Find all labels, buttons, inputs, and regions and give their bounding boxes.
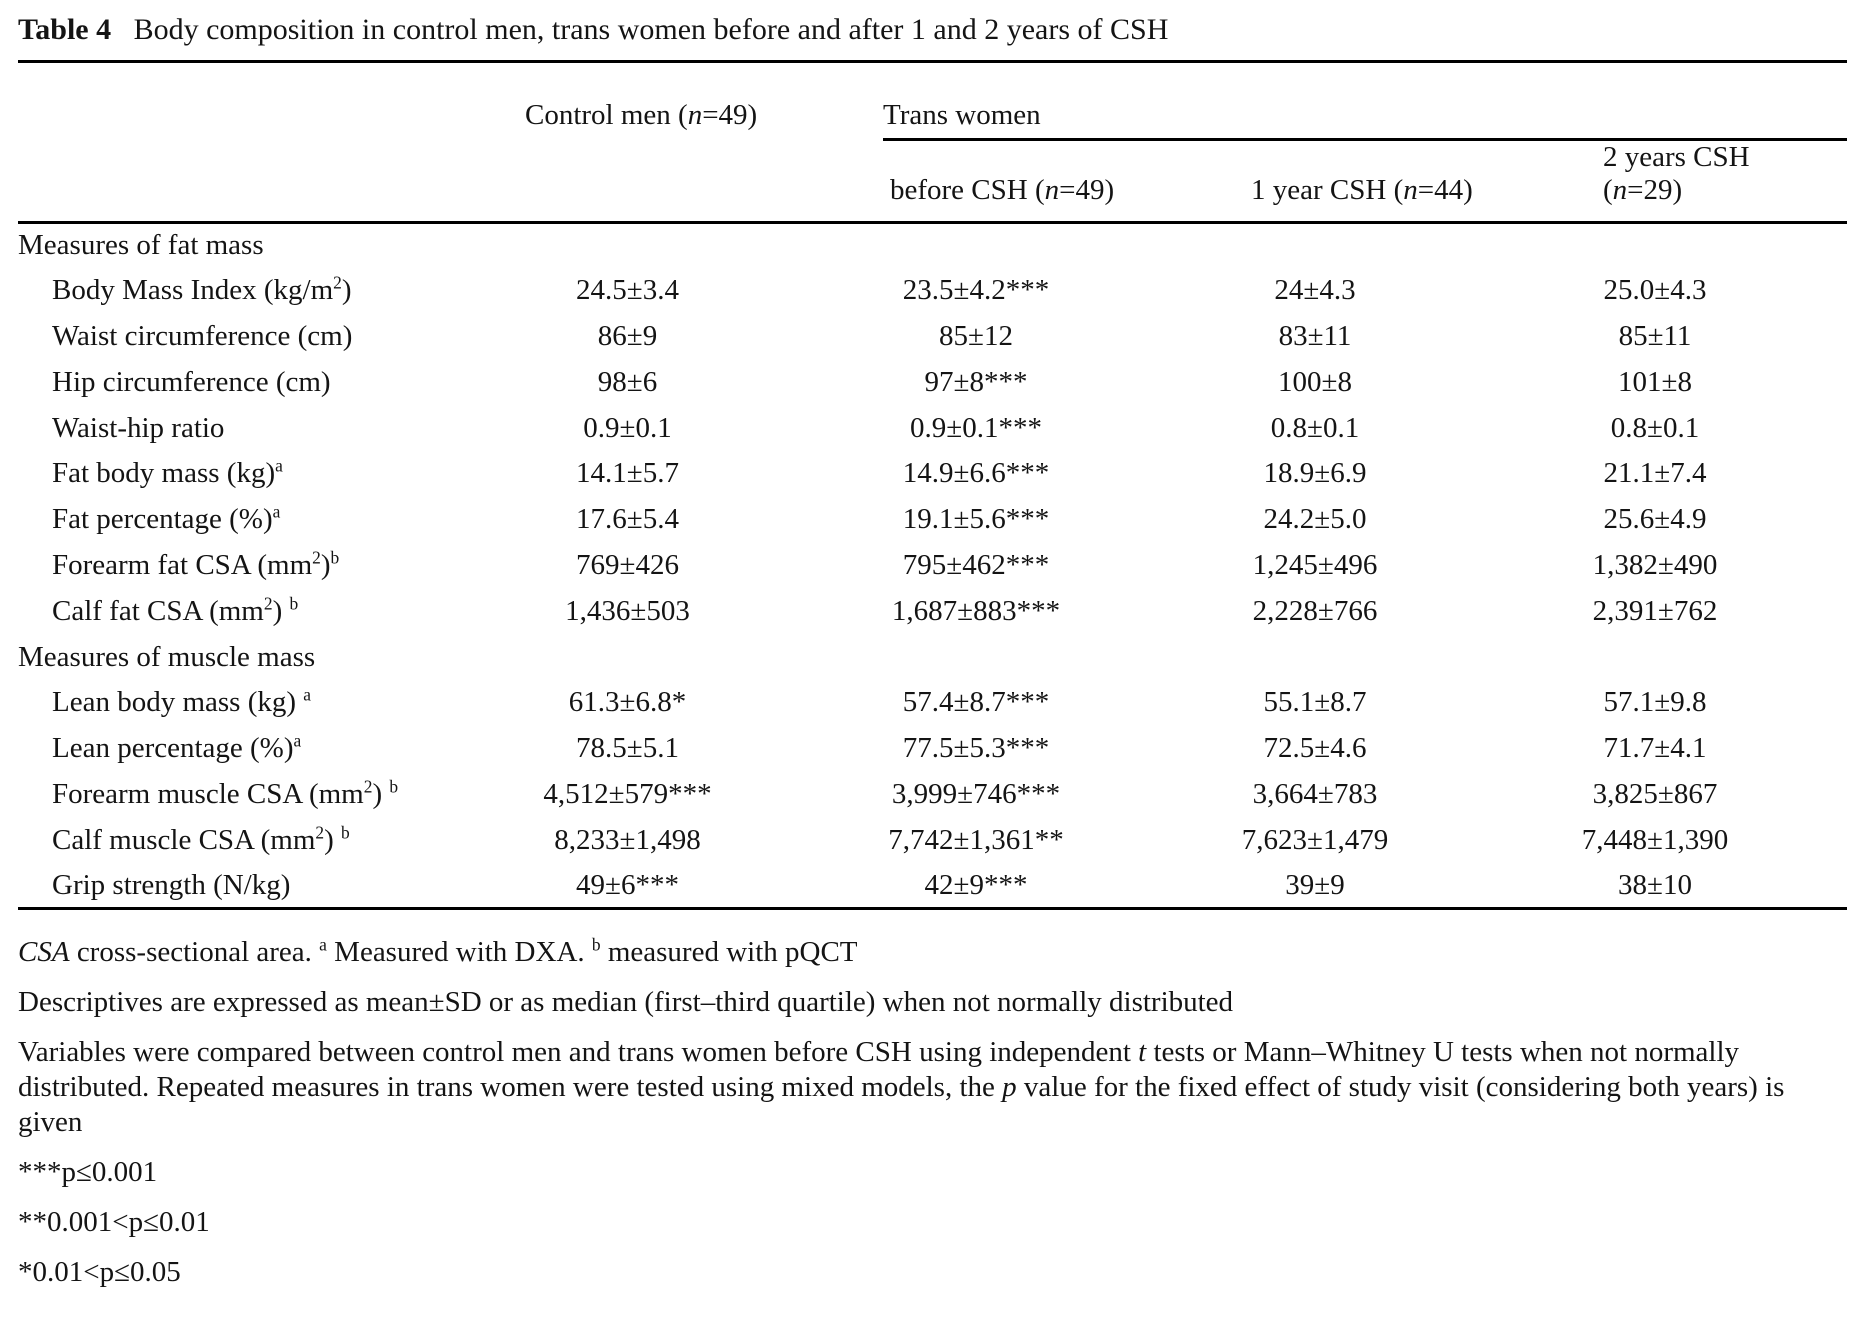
filler-cell	[1820, 817, 1847, 863]
filler-cell	[1820, 314, 1847, 360]
value-cell: 0.9±0.1***	[910, 411, 1042, 444]
column-header-before-csh: before CSH (n=49)	[812, 141, 1140, 223]
value-cell: 14.1±5.7	[576, 457, 679, 490]
row-label: Waist circumference (cm)	[52, 319, 353, 352]
value-cell: 57.1±9.8	[1603, 686, 1707, 719]
value-cell: 98±6	[597, 365, 658, 398]
value-cell: 77.5±5.3***	[902, 732, 1050, 765]
filler-cell	[1820, 359, 1847, 405]
section-row	[18, 222, 1847, 268]
filler-cell	[1820, 680, 1847, 726]
header-row-groups	[18, 62, 1847, 141]
table-row	[18, 359, 1847, 405]
table-row	[18, 817, 1847, 863]
value-cell: 72.5±4.6	[1263, 732, 1367, 765]
value-cell: 7,623±1,479	[1241, 823, 1389, 856]
table-row	[18, 772, 1847, 818]
value-cell: 3,999±746***	[891, 777, 1061, 810]
filler-cell	[1820, 543, 1847, 589]
table-row	[18, 405, 1847, 451]
footnote-p-two-stars: **0.001<p≤0.01	[18, 1206, 210, 1239]
value-cell: 78.5±5.1	[576, 732, 679, 765]
trans-women-rule	[883, 138, 1847, 141]
row-label: Forearm fat CSA $(mm^2)^b$	[52, 547, 340, 581]
footnote-statistics: Variables were compared between control men and trans women before CSH using independent t tests or Mann–Whitney U tests when not normally distributed. Repeated measures in trans women were tested using mixed models, the p value for the fixed effect of study visit (considering both years) is given	[18, 1036, 1785, 1139]
value-cell: 2,228±766	[1252, 594, 1378, 627]
value-cell: 55.1±8.7	[1263, 686, 1367, 719]
value-cell: 0.8±0.1	[1270, 411, 1360, 444]
header-cell-blank	[18, 62, 443, 223]
value-cell: 8,233±1,498	[554, 823, 701, 856]
footnotes	[18, 935, 1847, 1290]
body-composition-table	[18, 60, 1847, 910]
row-label: Lean percentage (%)$^a$	[52, 730, 302, 765]
value-cell: 85±12	[939, 319, 1013, 352]
value-cell: 18.9±6.9	[1263, 457, 1367, 490]
value-cell: 2,391±762	[1592, 594, 1718, 627]
value-cell: 1,687±883***	[891, 594, 1061, 627]
value-cell: 83±11	[1278, 319, 1352, 352]
value-cell: 0.9±0.1	[583, 411, 672, 444]
value-cell: 39±9	[1285, 868, 1345, 901]
section-row	[18, 634, 1847, 680]
filler-cell	[1820, 772, 1847, 818]
value-cell: 71.7±4.1	[1603, 732, 1707, 765]
row-label: Calf fat CSA $(mm^2)$ $^b$	[52, 593, 299, 627]
filler-cell	[1820, 268, 1847, 314]
table-row	[18, 588, 1847, 634]
table-row	[18, 543, 1847, 589]
section-label: Measures of fat mass	[18, 229, 264, 262]
value-cell: 795±462***	[902, 548, 1050, 581]
row-label: Waist-hip ratio	[52, 411, 225, 444]
table-row	[18, 497, 1847, 543]
value-cell: 97±8***	[924, 365, 1028, 398]
table-row	[18, 726, 1847, 772]
value-cell: 24.2±5.0	[1263, 503, 1367, 536]
footnote-p-one-star: *0.01<p≤0.05	[18, 1256, 181, 1289]
value-cell: 4,512±579***	[543, 777, 712, 810]
value-cell: 0.8±0.1	[1610, 411, 1700, 444]
value-cell: 1,436±503	[565, 594, 690, 627]
table-header	[18, 62, 1847, 223]
value-cell: 769±426	[576, 548, 679, 581]
value-cell: 49±6***	[576, 868, 679, 901]
filler-cell	[1820, 451, 1847, 497]
row-label: Body Mass Index $(kg/m^2)$	[52, 272, 352, 307]
filler-cell	[1820, 497, 1847, 543]
filler-cell	[1820, 863, 1847, 909]
row-label: Lean body mass (kg) $^a$	[52, 684, 312, 719]
column-header-control-men: Control men (n=49)	[443, 62, 812, 223]
value-cell: 42±9***	[924, 868, 1028, 901]
value-cell: 1,245±496	[1252, 548, 1378, 581]
value-cell: 100±8	[1278, 365, 1352, 398]
table-row	[18, 680, 1847, 726]
section-label: Measures of muscle mass	[18, 640, 316, 673]
footnote-p-three-stars: ***p≤0.001	[18, 1156, 158, 1189]
table-row	[18, 314, 1847, 360]
value-cell: 61.3±6.8*	[568, 686, 687, 719]
column-group-trans-women	[812, 62, 1847, 141]
value-cell: 57.4±8.7***	[902, 686, 1050, 719]
value-cell: 23.5±4.2***	[902, 274, 1050, 307]
filler-cell	[1820, 405, 1847, 451]
value-cell: 7,448±1,390	[1581, 823, 1729, 856]
row-label: Calf muscle CSA $(mm^2)$ $^b$	[52, 822, 350, 856]
value-cell: 21.1±7.4	[1603, 457, 1707, 490]
footnote-descriptives: Descriptives are expressed as mean±SD or as median (first–third quartile) when not normally distributed	[18, 986, 1234, 1019]
row-label: Forearm muscle CSA $(mm^2)$ $^b$	[52, 776, 399, 810]
value-cell: 25.0±4.3	[1603, 274, 1707, 307]
filler-cell	[1820, 588, 1847, 634]
row-label: Fat body mass (kg)$^a$	[52, 455, 283, 490]
value-cell: 85±11	[1618, 319, 1692, 352]
table-row	[18, 268, 1847, 314]
row-label: Grip strength (N/kg)	[52, 868, 291, 901]
header-cell-filler	[1820, 141, 1847, 223]
value-cell: 3,664±783	[1252, 777, 1378, 810]
value-cell: 38±10	[1618, 868, 1692, 901]
table-caption: Table 4 Body composition in control men, trans women before and after 1 and 2 years of CSH	[18, 13, 1169, 46]
value-cell: 17.6±5.4	[576, 503, 679, 536]
value-cell: 14.9±6.6***	[902, 457, 1050, 490]
table-body	[18, 222, 1847, 909]
value-cell: 1,382±490	[1592, 548, 1718, 581]
table-row	[18, 863, 1847, 909]
value-cell: 101±8	[1618, 365, 1692, 398]
column-header-1-year-csh: 1 year CSH (n=44)	[1140, 141, 1490, 223]
value-cell: 7,742±1,361**	[888, 823, 1064, 856]
value-cell: 86±9	[597, 319, 658, 352]
value-cell: 3,825±867	[1592, 777, 1718, 810]
column-header-2-years-csh: 2 years CSH (n=29)	[1490, 141, 1820, 223]
value-cell: 19.1±5.6***	[902, 503, 1050, 536]
value-cell: 24±4.3	[1274, 274, 1356, 307]
value-cell: 25.6±4.9	[1603, 503, 1707, 536]
trans-women-label: Trans women	[883, 99, 1041, 131]
row-label: Fat percentage (%)$^a$	[52, 501, 281, 536]
footnote-abbreviations: CSA cross-sectional area. $^a$ Measured with DXA. $^b$ measured with pQCT	[18, 934, 858, 969]
filler-cell	[1820, 726, 1847, 772]
row-label: Hip circumference (cm)	[52, 365, 331, 398]
table-row	[18, 451, 1847, 497]
value-cell: 24.5±3.4	[576, 274, 679, 307]
